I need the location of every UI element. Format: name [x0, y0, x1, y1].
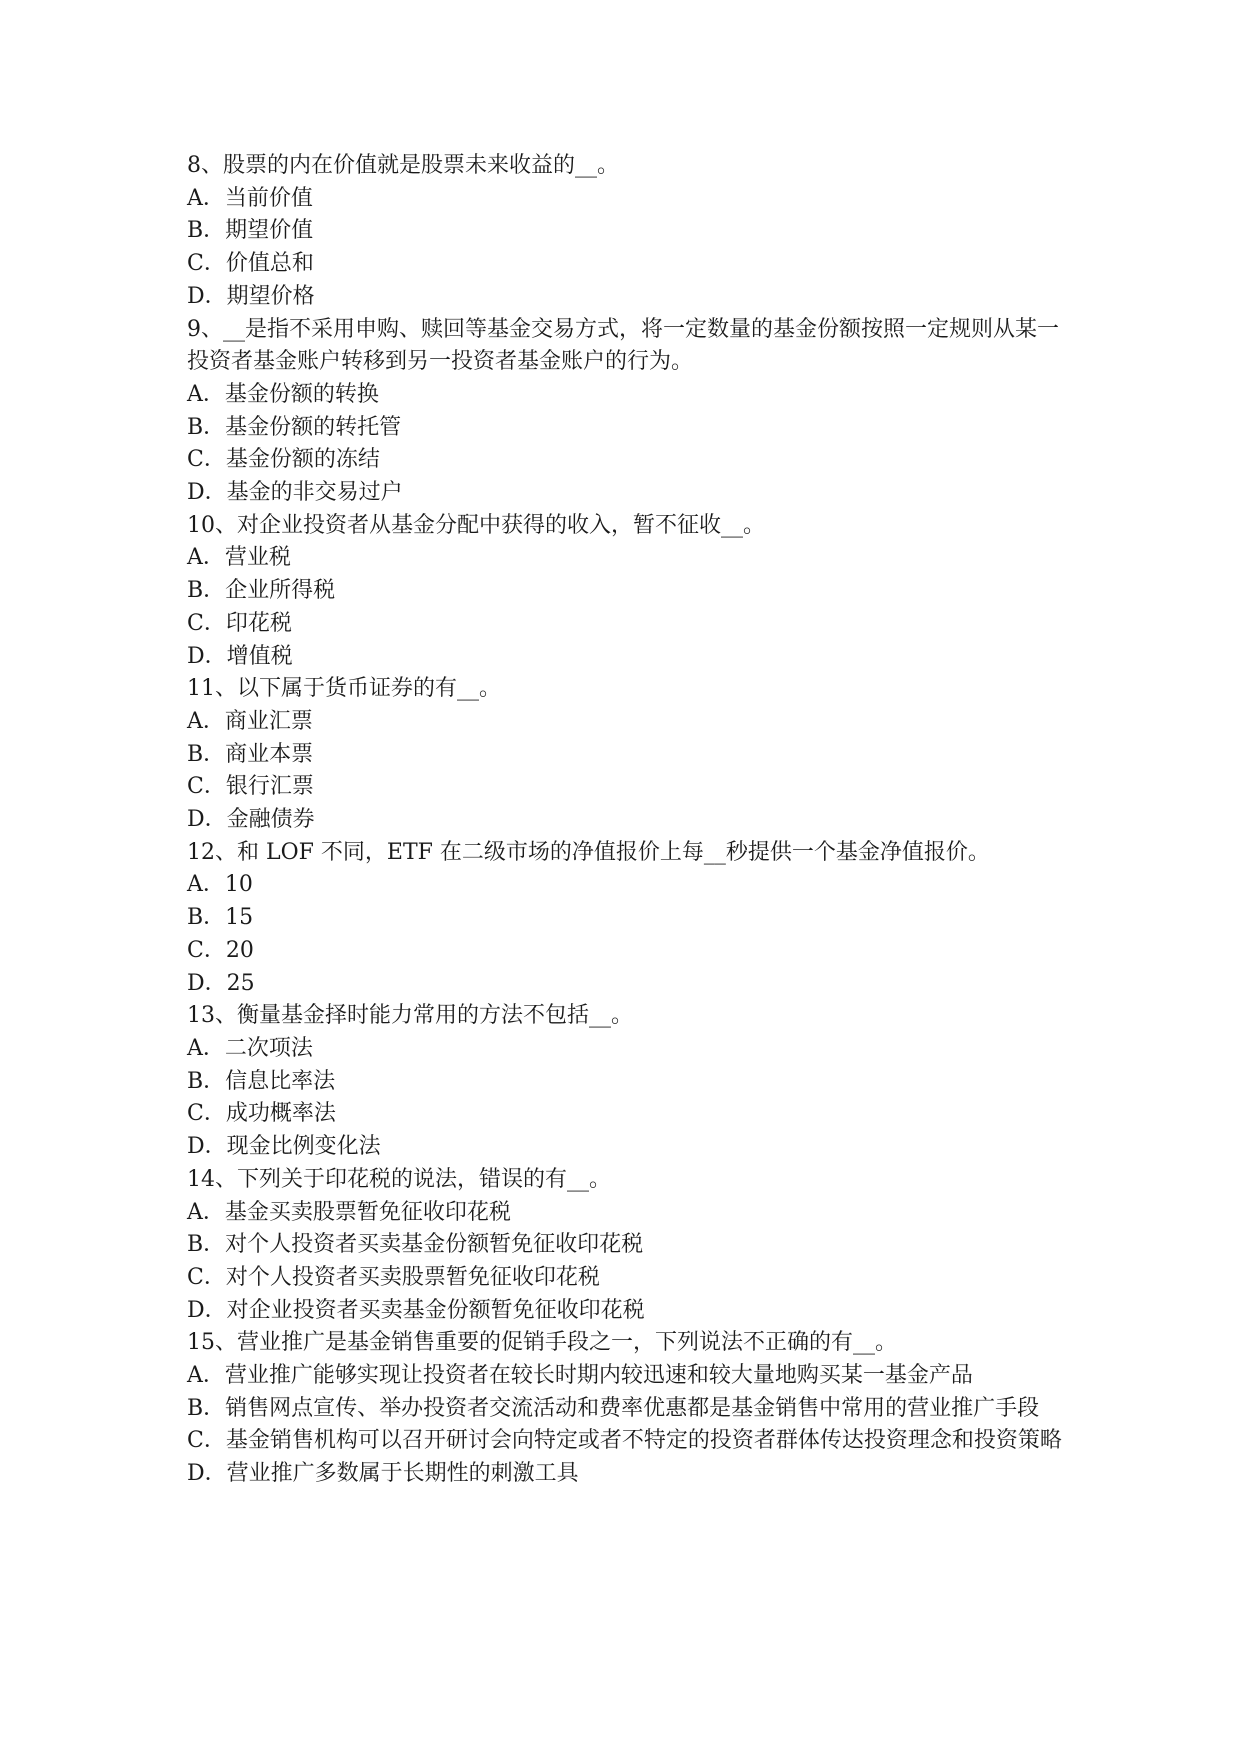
option-d: D．对企业投资者买卖基金份额暂免征收印花税	[187, 1297, 645, 1323]
option-d: D．增值税	[187, 643, 293, 669]
option-b: B．企业所得税	[187, 578, 336, 604]
question-8	[187, 150, 1067, 314]
option-c: C．价值总和	[187, 251, 314, 277]
option-d: D．营业推广多数属于长期性的刺激工具	[187, 1461, 579, 1487]
option-d: D．基金的非交易过户	[187, 480, 403, 506]
option-d: D．现金比例变化法	[187, 1134, 381, 1160]
option-b: B．销售网点宣传、举办投资者交流活动和费率优惠都是基金销售中常用的营业推广手段	[187, 1395, 1040, 1421]
option-b: B．商业本票	[187, 741, 314, 767]
question-stem: 10、对企业投资者从基金分配中获得的收入，暂不征收__。	[187, 512, 765, 538]
option-d: D．期望价格	[187, 283, 315, 309]
option-a: A．10	[187, 872, 253, 898]
option-c: C．印花税	[187, 610, 292, 636]
option-b: B．期望价值	[187, 218, 314, 244]
question-11	[187, 673, 1067, 837]
question-stem: 12、和 LOF 不同，ETF 在二级市场的净值报价上每__秒提供一个基金净值报价。	[187, 839, 990, 865]
option-a: A．营业税	[187, 545, 291, 571]
question-stem: 8、股票的内在价值就是股票未来收益的__。	[187, 153, 619, 178]
option-c: C．银行汇票	[187, 774, 314, 800]
option-c: C．成功概率法	[187, 1101, 336, 1127]
question-10	[187, 510, 1067, 674]
option-a: A．商业汇票	[187, 708, 313, 734]
option-c: C．基金销售机构可以召开研讨会向特定或者不特定的投资者群体传达投资理念和投资策略	[187, 1428, 1062, 1454]
question-15	[187, 1327, 1067, 1491]
option-c: C．20	[187, 937, 254, 963]
question-14	[187, 1164, 1067, 1328]
option-b: B．15	[187, 905, 254, 931]
question-13	[187, 1000, 1067, 1164]
question-stem: 11、以下属于货币证券的有__。	[187, 676, 501, 702]
option-a: A．营业推广能够实现让投资者在较长时期内较迅速和较大量地购买某一基金产品	[187, 1363, 973, 1389]
option-d: D．25	[187, 970, 255, 996]
option-a: A．二次项法	[187, 1035, 313, 1061]
option-c: C．基金份额的冻结	[187, 447, 380, 473]
question-stem: 14、下列关于印花税的说法，错误的有__。	[187, 1166, 611, 1192]
document-page	[187, 150, 1067, 1491]
option-b: B．对个人投资者买卖基金份额暂免征收印花税	[187, 1232, 644, 1258]
question-stem: 13、衡量基金择时能力常用的方法不包括__。	[187, 1003, 633, 1029]
option-b: B．信息比率法	[187, 1068, 336, 1094]
question-stem: 15、营业推广是基金销售重要的促销手段之一，下列说法不正确的有__。	[187, 1330, 897, 1356]
option-d: D．金融债券	[187, 807, 315, 833]
option-c: C．对个人投资者买卖股票暂免征收印花税	[187, 1264, 600, 1290]
option-a: A．当前价值	[187, 185, 313, 211]
option-b: B．基金份额的转托管	[187, 414, 402, 440]
option-a: A．基金份额的转换	[187, 381, 379, 407]
question-stem: 9、__是指不采用申购、赎回等基金交易方式，将一定数量的基金份额按照一定规则从某一投资者基金账户转移到另一投资者基金账户的行为。	[187, 316, 1059, 375]
option-a: A．基金买卖股票暂免征收印花税	[187, 1199, 511, 1225]
question-12	[187, 837, 1067, 1001]
question-9	[187, 314, 1067, 510]
